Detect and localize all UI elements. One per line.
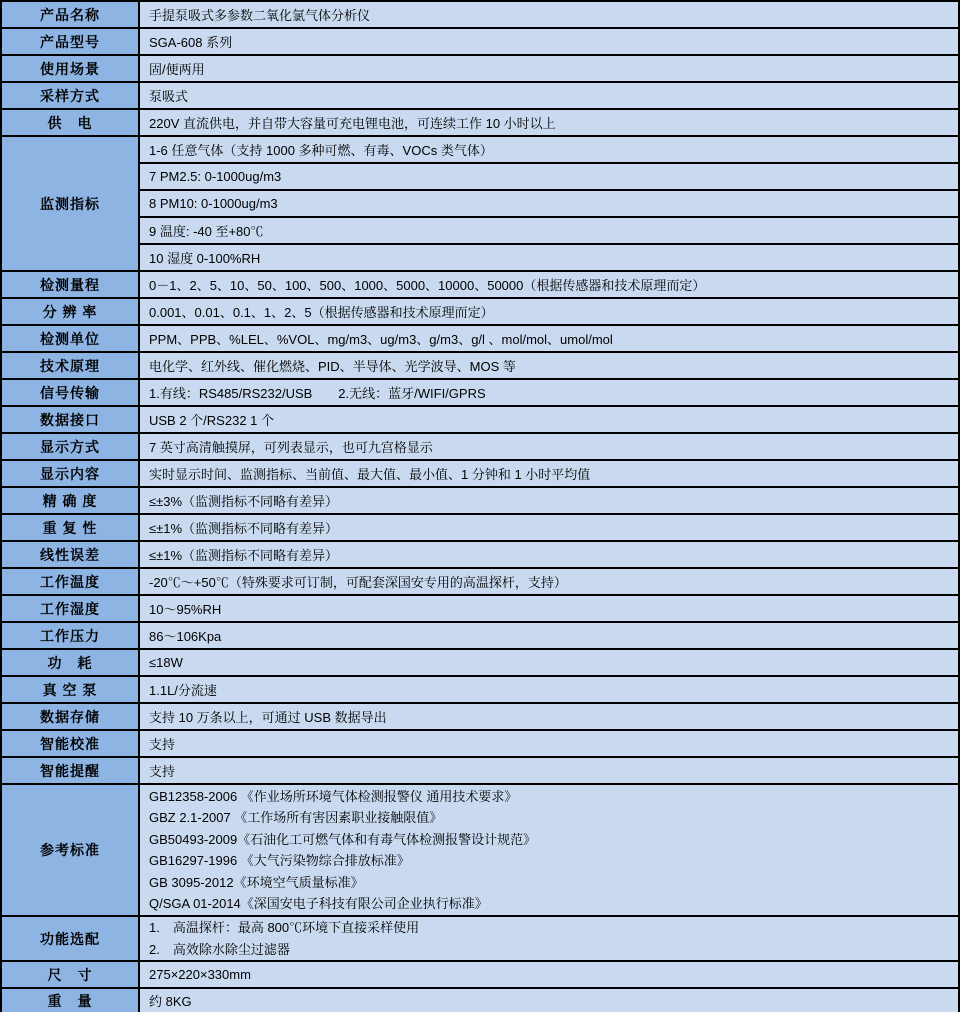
spec-label: 使用场景 <box>2 56 140 81</box>
spec-label: 产品型号 <box>2 29 140 54</box>
spec-value: 支持 10 万条以上，可通过 USB 数据导出 <box>140 704 958 729</box>
spec-label: 显示方式 <box>2 434 140 459</box>
standard-line: GB50493-2009《石油化工可燃气体和有毒气体检测报警设计规范》 <box>149 831 537 847</box>
table-row <box>2 434 958 461</box>
spec-label: 线性误差 <box>2 542 140 567</box>
spec-value: 0－1、2、5、10、50、100、500、1000、5000、10000、50000（根据传感器和技术原理而定） <box>140 272 958 297</box>
spec-subvalue: 8 PM10: 0-1000ug/m3 <box>140 191 958 218</box>
table-row <box>2 542 958 569</box>
spec-value: 7 英寸高清触摸屏，可列表显示，也可九宫格显示 <box>140 434 958 459</box>
spec-value: 手提泵吸式多参数二氧化氯气体分析仪 <box>140 2 958 27</box>
table-row <box>2 677 958 704</box>
spec-label: 功 耗 <box>2 650 140 675</box>
spec-value: SGA-608 系列 <box>140 29 958 54</box>
table-row <box>2 326 958 353</box>
table-row <box>2 650 958 677</box>
table-row <box>2 110 958 137</box>
table-row <box>2 407 958 434</box>
spec-label: 供 电 <box>2 110 140 135</box>
spec-value: 220V 直流供电，并自带大容量可充电锂电池，可连续工作 10 小时以上 <box>140 110 958 135</box>
spec-value: 固/便两用 <box>140 56 958 81</box>
spec-value: 10～95%RH <box>140 596 958 621</box>
spec-value: -20℃～+50℃（特殊要求可订制，可配套深国安专用的高温探杆，支持） <box>140 569 958 594</box>
spec-label: 工作湿度 <box>2 596 140 621</box>
spec-label: 功能选配 <box>2 917 140 960</box>
table-row <box>2 353 958 380</box>
spec-label: 数据存储 <box>2 704 140 729</box>
standard-line: Q/SGA 01-2014《深国安电子科技有限公司企业执行标准》 <box>149 896 488 911</box>
spec-label: 工作压力 <box>2 623 140 648</box>
spec-label: 采样方式 <box>2 83 140 108</box>
spec-value: 0.001、0.01、0.1、1、2、5（根据传感器和技术原理而定） <box>140 299 958 324</box>
spec-value: ≤±1%（监测指标不同略有差异） <box>140 542 958 567</box>
spec-value-multiline <box>140 785 958 915</box>
table-row <box>2 56 958 83</box>
spec-value: 86～106Kpa <box>140 623 958 648</box>
spec-label: 显示内容 <box>2 461 140 486</box>
standard-line: GBZ 2.1-2007 《工作场所有害因素职业接触限值》 <box>149 810 443 825</box>
spec-value: 1.有线：RS485/RS232/USB 2.无线：蓝牙/WIFI/GPRS <box>140 380 958 405</box>
table-row <box>2 272 958 299</box>
spec-label: 技术原理 <box>2 353 140 378</box>
table-row <box>2 704 958 731</box>
spec-value: 1.1L/分流速 <box>140 677 958 702</box>
spec-value: ≤±1%（监测指标不同略有差异） <box>140 515 958 540</box>
spec-label: 参考标准 <box>2 785 140 915</box>
spec-label: 数据接口 <box>2 407 140 432</box>
table-row <box>2 623 958 650</box>
spec-value: 电化学、红外线、催化燃烧、PID、半导体、光学波导、MOS 等 <box>140 353 958 378</box>
spec-label: 尺 寸 <box>2 962 140 987</box>
spec-label: 监测指标 <box>2 137 140 270</box>
spec-value-multiline <box>140 917 958 960</box>
option-line: 1. 高温探杆：最高 800℃环境下直接采样使用 <box>149 920 420 935</box>
option-line: 2. 高效除水除尘过滤器 <box>149 941 290 957</box>
table-row <box>2 461 958 488</box>
spec-label: 智能校准 <box>2 731 140 756</box>
spec-value: ≤18W <box>140 650 958 675</box>
spec-value: PPM、PPB、%LEL、%VOL、mg/m3、ug/m3、g/m3、g/l 、mol/mol、umol/mol <box>140 326 958 351</box>
spec-value: 泵吸式 <box>140 83 958 108</box>
spec-subvalue: 9 温度: -40 至+80℃ <box>140 218 958 245</box>
spec-label: 信号传输 <box>2 380 140 405</box>
spec-value: 支持 <box>140 758 958 783</box>
table-row <box>2 29 958 56</box>
spec-value: 支持 <box>140 731 958 756</box>
spec-label: 分 辨 率 <box>2 299 140 324</box>
spec-label: 真 空 泵 <box>2 677 140 702</box>
spec-label: 工作温度 <box>2 569 140 594</box>
table-row <box>2 488 958 515</box>
spec-subvalue: 1-6 任意气体（支持 1000 多种可燃、有毒、VOCs 类气体） <box>140 137 958 164</box>
table-row <box>2 299 958 326</box>
spec-label: 产品名称 <box>2 2 140 27</box>
spec-value-group <box>140 137 958 270</box>
table-row <box>2 731 958 758</box>
spec-label: 重 量 <box>2 989 140 1012</box>
table-row <box>2 758 958 785</box>
spec-value: 约 8KG <box>140 989 958 1012</box>
spec-label: 智能提醒 <box>2 758 140 783</box>
spec-label: 检测量程 <box>2 272 140 297</box>
table-row <box>2 962 958 989</box>
standard-line: GB16297-1996 《大气污染物综合排放标准》 <box>149 853 410 868</box>
standard-line: GB 3095-2012《环境空气质量标准》 <box>149 874 364 890</box>
spec-value: USB 2 个/RS232 1 个 <box>140 407 958 432</box>
spec-value: 实时显示时间、监测指标、当前值、最大值、最小值、1 分钟和 1 小时平均值 <box>140 461 958 486</box>
standard-line: GB12358-2006 《作业场所环境气体检测报警仪 通用技术要求》 <box>149 788 518 804</box>
table-row <box>2 569 958 596</box>
spec-value: 275×220×330mm <box>140 962 958 987</box>
table-row <box>2 380 958 407</box>
spec-value: ≤±3%（监测指标不同略有差异） <box>140 488 958 513</box>
table-row-monitor-indicators <box>2 137 958 272</box>
spec-label: 精 确 度 <box>2 488 140 513</box>
table-row <box>2 989 958 1012</box>
spec-label: 重 复 性 <box>2 515 140 540</box>
table-row <box>2 83 958 110</box>
table-row <box>2 596 958 623</box>
table-row <box>2 515 958 542</box>
table-row-reference-standards <box>2 785 958 917</box>
spec-label: 检测单位 <box>2 326 140 351</box>
spec-subvalue: 10 湿度 0-100%RH <box>149 251 261 266</box>
spec-subvalue: 7 PM2.5: 0-1000ug/m3 <box>140 164 958 191</box>
table-row <box>2 2 958 29</box>
table-row-optional-features <box>2 917 958 962</box>
